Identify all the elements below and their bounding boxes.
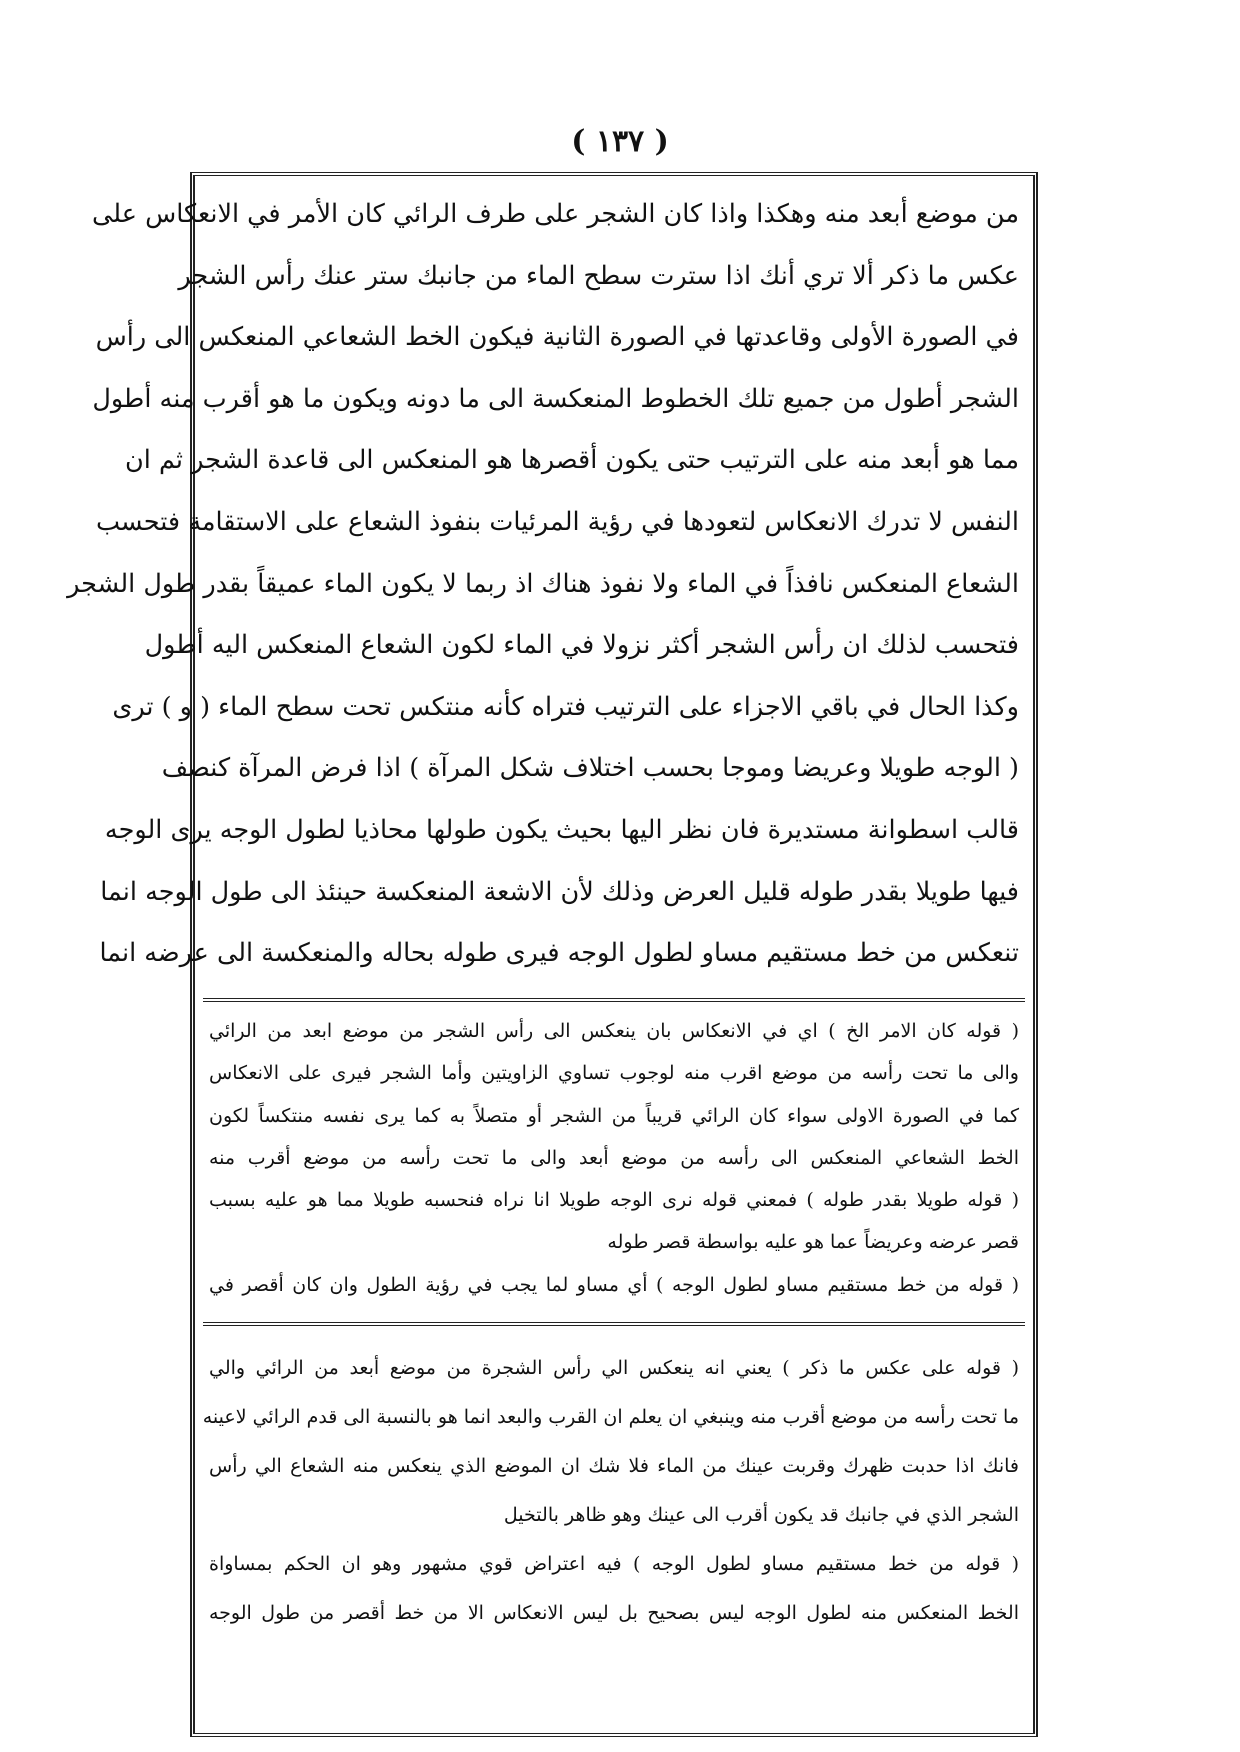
footnote-line: والى ما تحت رأسه من موضع اقرب منه لوجوب تساوي الزاويتين وأما الشجر فيرى على الانعكاس bbox=[209, 1062, 1019, 1085]
page-frame bbox=[67, 172, 1038, 1737]
main-text-line: عكس ما ذكر ألا تري أنك اذا سترت سطح الماء من جانبك ستر عنك رأس الشجر bbox=[178, 260, 1019, 291]
footnotes-second bbox=[202, 1344, 1019, 1638]
footnote-line: ( قوله من خط مستقيم مساو لطول الوجه ) أي مساو لما يجب في رؤية الطول وان كان أقصر في bbox=[209, 1273, 1019, 1296]
main-text-line: النفس لا تدرك الانعكاس لتعودها في رؤية المرئيات بنفوذ الشعاع على الاستقامة فتحسب bbox=[95, 506, 1019, 537]
main-text-line: تنعكس من خط مستقيم مساو لطول الوجه فيرى طوله بحاله والمنعكسة الى عرضه انما bbox=[99, 938, 1019, 969]
footnote-line: ( قوله على عكس ما ذكر ) يعني انه ينعكس الي رأس الشجرة من موضع أبعد من الرائي والي bbox=[209, 1357, 1019, 1379]
main-text-line: في الصورة الأولى وقاعدتها في الصورة الثانية فيكون الخط الشعاعي المنعكس الى رأس bbox=[95, 322, 1019, 353]
main-text-line: قالب اسطوانة مستديرة فان نظر اليها بحيث يكون طولها محاذيا لطول الوجه يرى الوجه bbox=[104, 814, 1019, 845]
footnotes-first bbox=[209, 1010, 1019, 1306]
footnote-line: كما في الصورة الاولى سواء كان الرائي قريباً من الشجر أو متصلاً به كما يرى نفسه منتكساً لكون bbox=[209, 1104, 1019, 1127]
main-text-line: من موضع أبعد منه وهكذا واذا كان الشجر على طرف الرائي كان الأمر في الانعكاس على bbox=[92, 199, 1019, 229]
footnote-line: ( قوله كان الامر الخ ) اي في الانعكاس بان ينعكس الى رأس الشجر من موضع ابعد من الرائي bbox=[209, 1020, 1019, 1042]
page-number: ( ١٣٧ ) bbox=[571, 124, 669, 159]
footnote-line: ما تحت رأسه من موضع أقرب منه وينبغي ان يعلم ان القرب والبعد انما هو بالنسبة الى قدم الرائي لاعينه bbox=[202, 1406, 1019, 1428]
footnote-line: فانك اذا حدبت ظهرك وقربت عينك من الماء فلا شك ان الموضع الذي ينعكس منه الشعاع الي رأس bbox=[209, 1455, 1019, 1477]
main-text-line: فتحسب لذلك ان رأس الشجر أكثر نزولا في الماء لكون الشعاع المنعكس اليه أطول bbox=[144, 630, 1019, 661]
footnote-line: قصر عرضه وعريضاً عما هو عليه بواسطة قصر طوله bbox=[607, 1231, 1019, 1254]
main-text-line: الشعاع المنعكس نافذاً في الماء ولا نفوذ هناك اذ ربما لا يكون الماء عميقاً بقدر طول الشجر bbox=[67, 568, 1019, 599]
main-text-line: وكذا الحال في باقي الاجزاء على الترتيب فتراه كأنه منتكس تحت سطح الماء ( و ) ترى bbox=[112, 691, 1019, 722]
footnote-line: ( قوله من خط مستقيم مساو لطول الوجه ) فيه اعتراض قوي مشهور وهو ان الحكم بمساواة bbox=[209, 1553, 1019, 1575]
footnote-line: ( قوله طويلا بقدر طوله ) فمعني قوله نرى الوجه طويلا انا نراه فنحسبه طويلا مما هو عليه بسبب bbox=[209, 1189, 1019, 1212]
main-text-line: ( الوجه طويلا وعريضا وموجا بحسب اختلاف شكل المرآة ) اذا فرض المرآة كنصف bbox=[161, 753, 1019, 784]
footnote-line: الخط الشعاعي المنعكس الى رأسه من موضع أبعد والى ما تحت رأسه من موضع أقرب منه bbox=[209, 1146, 1019, 1169]
main-text-line: فيها طويلا بقدر طوله قليل العرض وذلك لأن الاشعة المنعكسة حينئذ الى طول الوجه انما bbox=[100, 876, 1019, 907]
notes-separator bbox=[203, 998, 1025, 1002]
footnote-line: الخط المنعكس منه لطول الوجه ليس بصحيح بل ليس الانعكاس الا من خط أقصر من طول الوجه bbox=[209, 1602, 1019, 1624]
notes-separator bbox=[203, 1322, 1025, 1326]
main-text bbox=[67, 184, 1019, 985]
main-text-line: مما هو أبعد منه على الترتيب حتى يكون أقصرها هو المنعكس الى قاعدة الشجر ثم ان bbox=[125, 445, 1019, 476]
footnote-line: الشجر الذي في جانبك قد يكون أقرب الى عينك وهو ظاهر بالتخيل bbox=[503, 1504, 1019, 1526]
main-text-line: الشجر أطول من جميع تلك الخطوط المنعكسة الى ما دونه ويكون ما هو أقرب منه أطول bbox=[92, 383, 1019, 414]
